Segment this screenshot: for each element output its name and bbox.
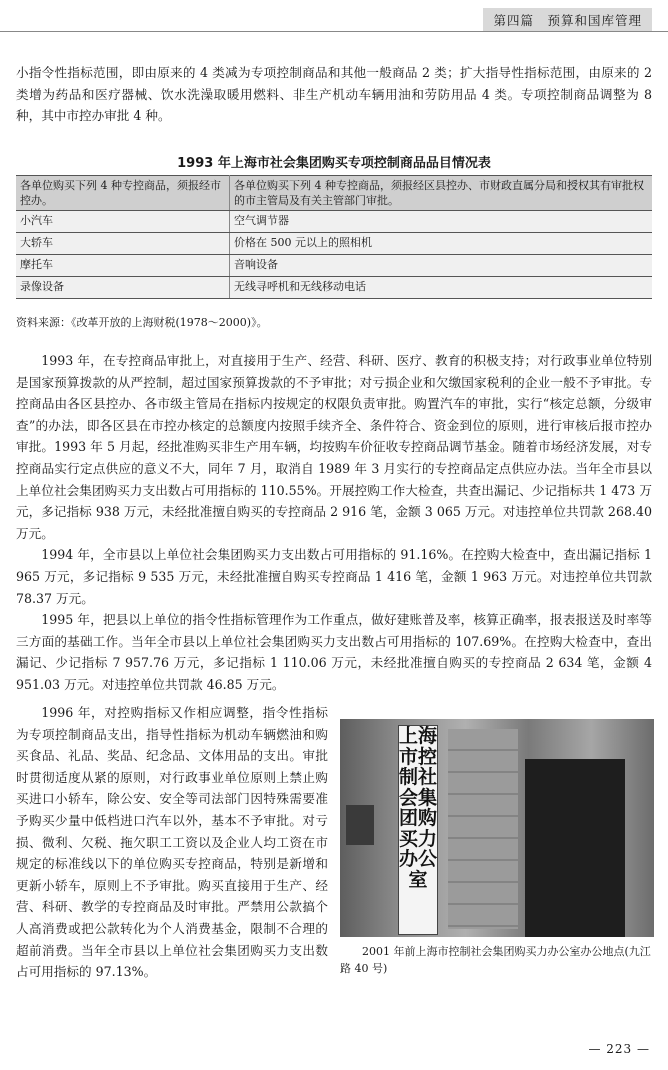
body-text — [16, 350, 652, 696]
page-number: — 223 — — [588, 1042, 650, 1056]
table-row — [16, 211, 652, 233]
paragraph-1995: 1995 年，把县以上单位的指令性指标管理作为工作重点，做好建账普及率，核算正确率，报表报送及时率等三方面的基础工作。当年全市县以上单位社会集团购买力支出数占可用指标的 107.69%。在控购大检查中，查出漏记、少记指标 7 957.76 万元，多记指标 1 110.06 万元，未经批准擅自购买的专控商品 2 634 笔，金额 4 951.03 万元。对违控单位共罚款 46.85 万元。 — [16, 612, 652, 692]
photo-caption: 2001 年前上海市控制社会集团购买力办公室办公地点(九江路 40 号) — [340, 945, 651, 975]
section-title: 第四篇 预算和国库管理 — [483, 8, 652, 32]
wall-plaque — [346, 805, 374, 845]
doorway — [525, 759, 625, 937]
table-cell: 价格在 500 元以上的照相机 — [230, 233, 653, 255]
table-cell: 空气调节器 — [230, 211, 653, 233]
catalog-table — [16, 175, 652, 299]
table-cell: 大轿车 — [16, 233, 230, 255]
intro-paragraph: 小指令性指标范围，即由原来的 4 类减为专项控制商品和其他一般商品 2 类；扩大指导性指标范围，由原来的 2 类增为药品和医疗器械、饮水洗澡取暖用燃料、非生产机动车辆用油和劳防用品 4 类。专项控制商品调整为 8 种，其中市控办审批 4 种。 — [16, 65, 652, 124]
table-row — [16, 233, 652, 255]
table-cell: 小汽车 — [16, 211, 230, 233]
table-row — [16, 255, 652, 277]
body-text-narrow — [16, 702, 328, 983]
table-row — [16, 277, 652, 299]
table-header-district: 各单位购买下列 4 种专控商品，须报经区县控办、市财政直属分局和授权其有审批权的市主管局及有关主管部门审批。 — [230, 176, 653, 211]
table-source: 资料来源：《改革开放的上海财税(1978～2000)》。 — [16, 316, 268, 329]
page-header — [0, 0, 668, 30]
table-cell: 摩托车 — [16, 255, 230, 277]
intro-text — [16, 62, 652, 127]
stone-pillar — [448, 729, 518, 929]
office-sign: 上海市控制社会集团购买力办公室 — [398, 725, 438, 935]
table-cell: 音响设备 — [230, 255, 653, 277]
paragraph-1996: 1996 年，对控购指标又作相应调整，指令性指标为专项控制商品支出，指导性指标为机动车辆燃油和购买食品、礼品、奖品、纪念品、文体用品的支出。审批时贯彻适度从紧的原则，对行政事业单位原则上禁止购买进口小轿车，除公安、安全等司法部门因特殊需要准予购买少量中低档进口汽车以外，基本不予审批。对亏损、微利、欠税、拖欠职工工资以及企业人均工资在市规定的标准线以下的单位购买专控商品，特别是新增和更新小轿车，原则上不予审批。购买直接用于生产、经营、科研、教学的专控商品及时审批。严禁用公款搞个人高消费或把公款转化为个人消费基金，限制不合理的超前消费。当年全市县以上单位社会集团购买力支出数占可用指标的 97.13%。 — [16, 705, 328, 980]
table-header-city: 各单位购买下列 4 种专控商品，须报经市控办。 — [16, 176, 230, 211]
paragraph-1994: 1994 年，全市县以上单位社会集团购买力支出数占可用指标的 91.16%。在控购大检查中，查出漏记指标 1 965 万元，多记指标 9 535 万元，未经批准擅自购买专控商品 1 416 笔，金额 1 963 万元。对违控单位共罚款 78.37 万元。 — [16, 547, 652, 606]
table-cell: 录像设备 — [16, 277, 230, 299]
table-header-row — [16, 176, 652, 211]
paragraph-1993: 1993 年，在专控商品审批上，对直接用于生产、经营、科研、医疗、教育的积极支持；对行政事业单位特别是国家预算拨款的从严控制，超过国家预算拨款的不予审批；对亏损企业和欠缴国家税利的企业一般不予审批。专控商品由各区县控办、各市级主管局在指标内按规定的权限负责审批。购置汽车的审批，实行“核定总额，分级审查”的办法，即各区县在市控办核定的总额度内按照手续齐全、条件符合、资金到位的原则，进行审核后报市控办审批。1993 年 5 月起，经批准购买非生产用车辆，均按购车价征收专控商品调节基金。随着市场经济发展，对专控商品实行定点供应的意义不大，同年 7 月，取消自 1989 年 3 月实行的专控商品定点供应办法。当年全市县以上单位社会集团购买力支出数占可用指标的 110.55%。开展控购工作大检查，共查出漏记、少记指标共 1 473 万元，多记指标 938 万元，未经批准擅自购买的专控商品 2 916 笔，金额 3 065 万元。对违控单位共罚款 268.40 万元。 — [16, 353, 652, 541]
table-title: 1993 年上海市社会集团购买专项控制商品品目情况表 — [177, 156, 491, 171]
table-cell: 无线寻呼机和无线移动电话 — [230, 277, 653, 299]
office-photo — [340, 719, 654, 937]
header-rule — [0, 31, 668, 32]
